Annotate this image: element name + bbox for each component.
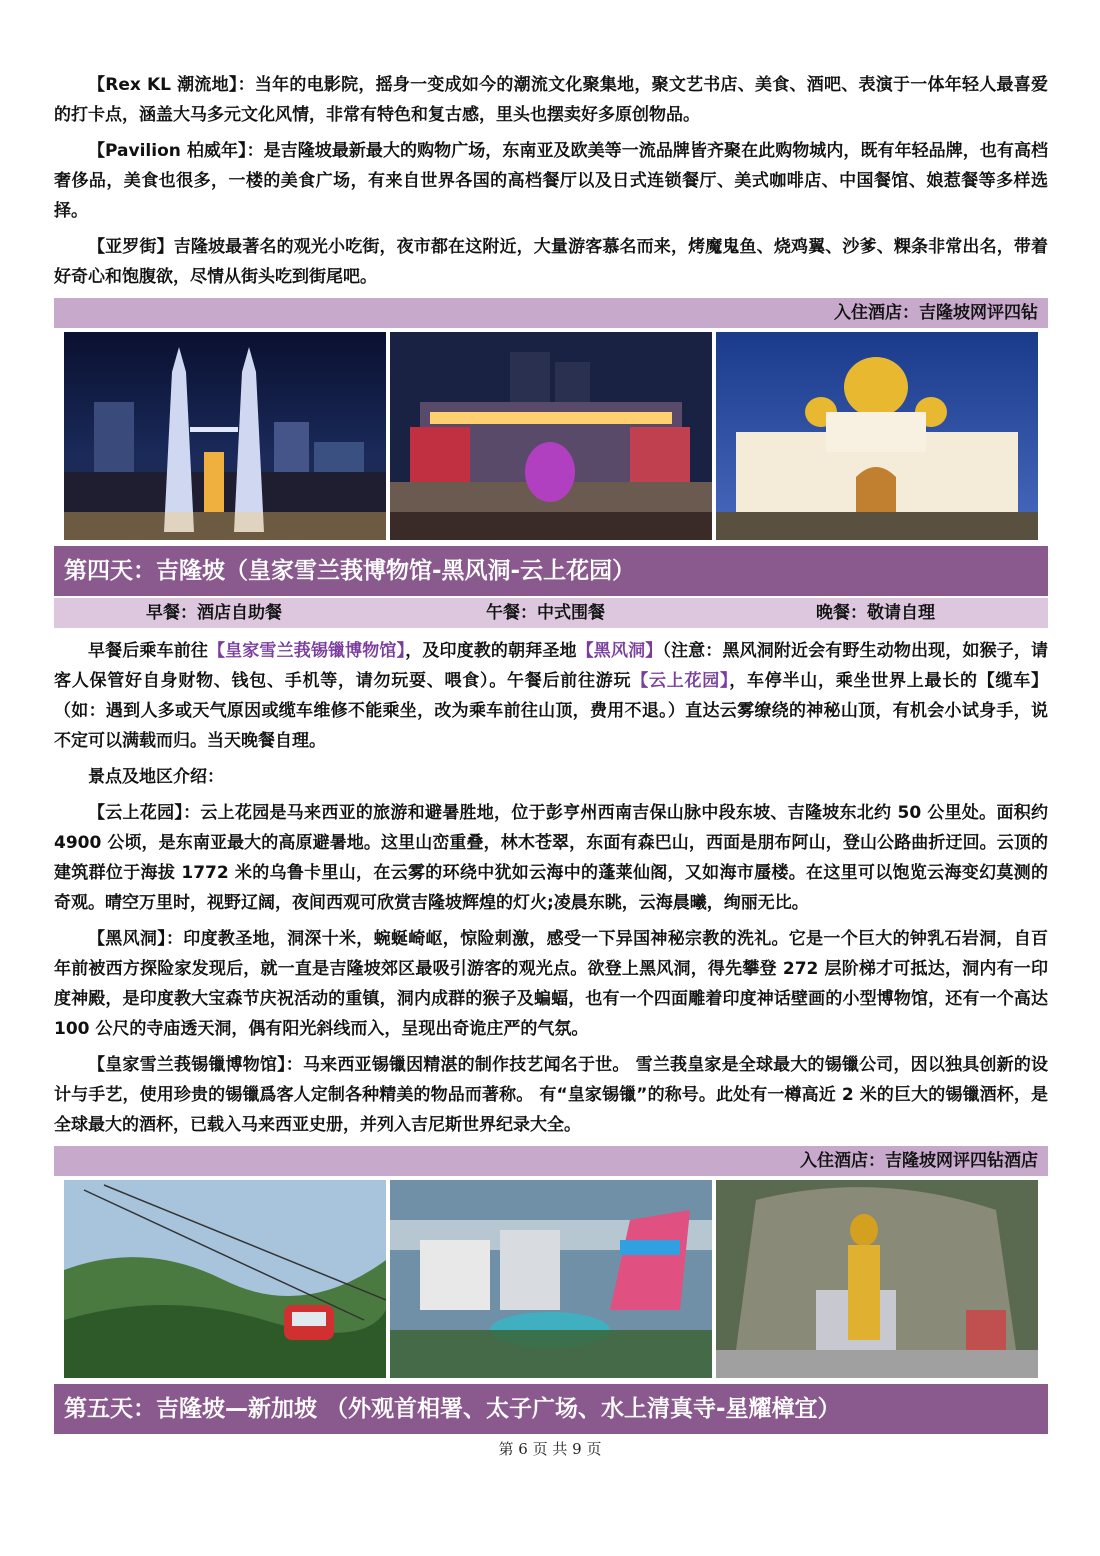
itinerary-highlight-pewter: 【皇家雪兰莪锡镴博物馆】: [208, 641, 406, 661]
hotel-bar-day3: 入住酒店：吉隆坡网评四钻: [54, 298, 1048, 328]
batu-caves-murugan-statue-photo: [716, 1180, 1038, 1378]
genting-paragraph: [54, 798, 1048, 918]
itinerary-text-c: ，及印度教的朝拜圣地: [405, 641, 577, 661]
genting-text: ：云上花园是马来西亚的旅游和避暑胜地，位于彭亨州西南吉保山脉中段东坡、吉隆坡东北约 50 公里处。面积约 4900 公顷，是东南亚最大的高原避暑地。这里山峦重叠，林木苍翠，东面有森巴山，西面是朋布阿山，登山公路曲折迂回。云顶的建筑群位于海拔 1772 米的乌鲁卡里山，在云雾的环绕中犹如云海中的蓬莱仙阁，又如海市蜃楼。在这里可以饱览云海变幻莫测的奇观。晴空万里时，视野辽阔，夜间西观可欣赏吉隆坡辉煌的灯火;凌晨东眺，云海晨曦，绚丽无比。: [54, 803, 1048, 913]
page-footer: 第 6 页 共 9 页: [498, 1440, 602, 1458]
pavilion-paragraph: [54, 136, 1048, 226]
alor-street-tag: 【亚罗街】: [88, 237, 174, 257]
breakfast-label: 早餐：酒店自助餐: [146, 603, 282, 623]
lunch-label: 午餐：中式围餐: [486, 603, 605, 623]
pavilion-text: ：是吉隆坡最新最大的购物广场，东南亚及欧美等一流品牌皆齐聚在此购物城内，既有年轻品牌，也有高档奢侈品，美食也很多，一楼的美食广场，有来自世界各国的高档餐厅以及日式连锁餐厅、美式咖啡店、中国餐馆、娘惹餐等多样选择。: [54, 141, 1048, 221]
pewter-museum-paragraph: [54, 1050, 1048, 1140]
batu-caves-paragraph: [54, 924, 1048, 1044]
genting-highlands-resort-photo: [390, 1180, 712, 1378]
batu-caves-text: ：印度教圣地，洞深十米，蜿蜒崎岖，惊险刺激，感受一下异国神秘宗教的洗礼。它是一个巨大的钟乳石岩洞，自百年前被西方探险家发现后，就一直是吉隆坡郊区最吸引游客的观光点。欲登上黑风洞，得先攀登 272 层阶梯才可抵达，洞内有一印度神殿，是印度教大宝森节庆祝活动的重镇，洞内成群的猴子及蝙蝠，也有一个四面雕着印度神话壁画的小型博物馆，还有一个高达 100 公尺的寺庙透天洞，偶有阳光斜线而入，呈现出奇诡庄严的气氛。: [54, 929, 1048, 1039]
attractions-intro-label: 景点及地区介绍：: [88, 767, 224, 787]
alor-street-paragraph: [54, 232, 1048, 292]
day4-title-bar: 第四天：吉隆坡（皇家雪兰莪博物馆-黑风洞-云上花园）: [54, 546, 1048, 596]
page-content: [54, 70, 1048, 1434]
hotel-bar-day4: 入住酒店：吉隆坡网评四钻酒店: [54, 1146, 1048, 1176]
pewter-museum-text: ：马来西亚锡镴因精湛的制作技艺闻名于世。 雪兰莪皇家是全球最大的锡镴公司，因以独具创新的设计与手艺，使用珍贵的锡镴爲客人定制各种精美的物品而著称。 有“皇家锡镴”的称号。此处有一樽高近 2 米的巨大的锡镴酒杯，是全球最大的酒杯，已载入马来西亚史册，并列入吉尼斯世界纪录大全。: [54, 1055, 1049, 1135]
day4-itinerary-paragraph: [54, 636, 1048, 756]
rex-kl-text: ：当年的电影院，摇身一变成如今的潮流文化聚集地，聚文艺书店、美食、酒吧、表演于一体年轻人最喜爱的打卡点，涵盖大马多元文化风情，非常有特色和复古感，里头也摆卖好多原创物品。: [54, 75, 1048, 125]
day5-title-bar: 第五天：吉隆坡—新加坡 （外观首相署、太子广场、水上清真寺-星耀樟宜）: [54, 1384, 1048, 1434]
royal-palace-gold-domes-photo: [716, 332, 1038, 540]
itinerary-text-a: 早餐后乘车前往: [88, 641, 208, 661]
pewter-museum-tag: 【皇家雪兰莪锡镴博物馆】: [88, 1055, 286, 1075]
itinerary-text-e: （注意：黑风洞附近会有野生动物出现，如猴子，请客人保管好自身财物、钱包、手机等，请勿玩耍、喂食）。午餐后前往游玩: [54, 641, 1049, 691]
rex-kl-tag: 【Rex KL 潮流地】: [88, 75, 238, 95]
genting-cable-car-photo: [64, 1180, 386, 1378]
itinerary-highlight-genting: 【云上花园】: [631, 671, 730, 691]
pavilion-tag: 【Pavilion 柏威年】: [88, 141, 247, 161]
genting-tag: 【云上花园】: [88, 803, 184, 823]
dinner-label: 晚餐：敬请自理: [816, 603, 935, 623]
itinerary-text-g: ，车停半山，乘坐世界上最长的【缆车】（如：遇到人多或天气原因或缆车维修不能乘坐，改为乘车前往山顶，费用不退。）直达云雾缭绕的神秘山顶，有机会小试身手，说不定可以满载而归。当天晚餐自理。: [54, 671, 1048, 751]
petronas-towers-night-photo: [64, 332, 386, 540]
batu-caves-tag: 【黑风洞】: [88, 929, 166, 949]
day4-meal-bar: [54, 598, 1048, 628]
rex-kl-paragraph: [54, 70, 1048, 130]
photo-row-kl: [54, 332, 1048, 540]
pavilion-mall-night-photo: [390, 332, 712, 540]
itinerary-highlight-batu: 【黑风洞】: [576, 641, 663, 661]
photo-row-genting: [54, 1180, 1048, 1378]
alor-street-text: 吉隆坡最著名的观光小吃街，夜市都在这附近，大量游客慕名而来，烤魔鬼鱼、烧鸡翼、沙爹、粿条非常出名，带着好奇心和饱腹欲，尽情从街头吃到街尾吧。: [54, 237, 1049, 287]
